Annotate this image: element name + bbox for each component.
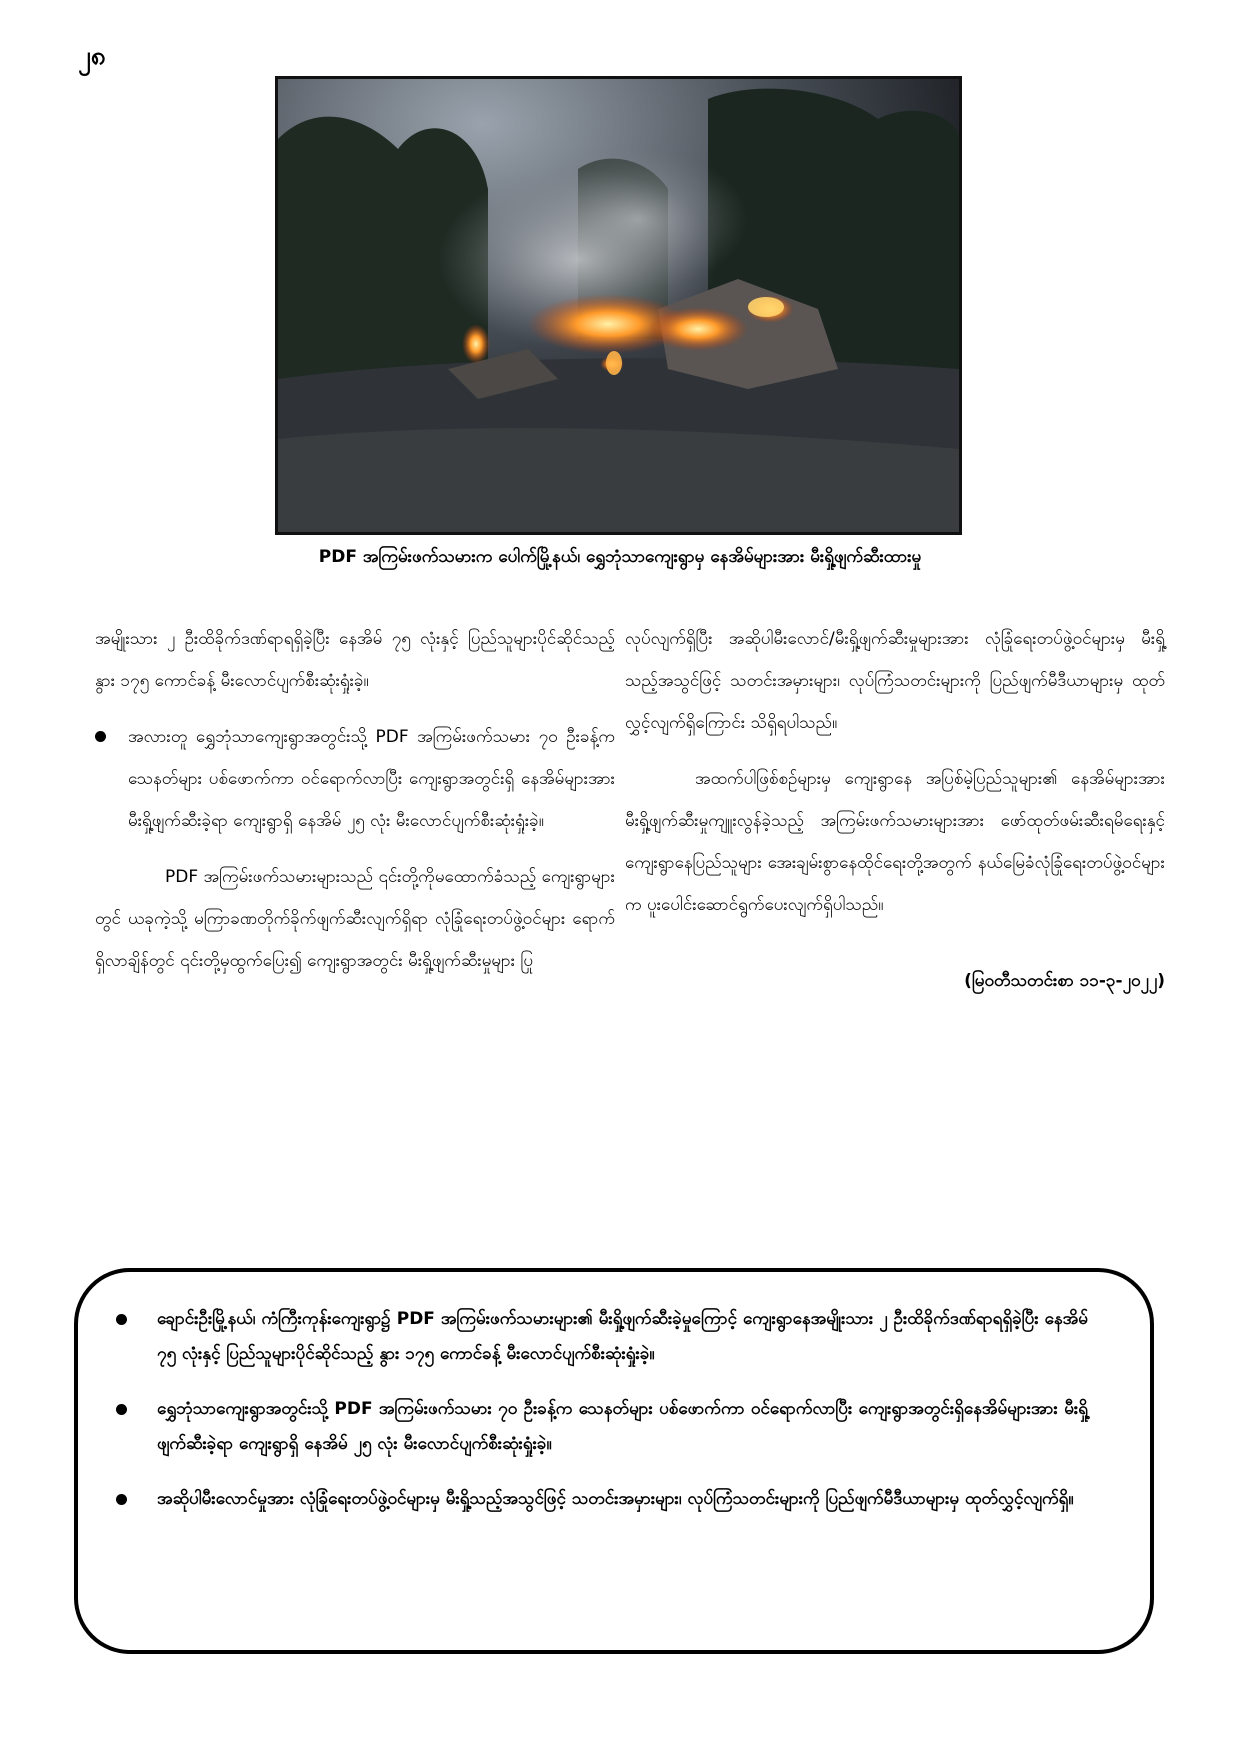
- left-bullet-item: [95, 716, 615, 842]
- summary-item: [116, 1482, 1088, 1517]
- left-paragraph-2: PDF အကြမ်းဖက်သမားများသည် ၎င်းတို့ကိုမထောက်ခံသည့် ကျေးရွာများတွင် ယခုကဲ့သို့ မကြာခဏတိုက်ခိုက်ဖျက်ဆီးလျက်ရှိရာ လုံခြုံရေးတပ်ဖွဲ့ဝင်များ ရောက်ရှိလာချိန်တွင် ၎င်းတို့မှထွက်ပြေး၍ ကျေးရွာအတွင်း မီးရှို့ဖျက်ဆီးမှုများ ပြု: [95, 867, 615, 971]
- bullet-icon: [116, 1314, 127, 1325]
- photo-caption: PDF အကြမ်းဖက်သမားက ပေါက်မြို့နယ်၊ ရွှေဘုံသာကျေးရွာမှ နေအိမ်များအား မီးရှို့ဖျက်ဆီးထားမှု: [318, 547, 922, 567]
- right-column: [625, 618, 1165, 1002]
- burning-houses-photo: [275, 76, 962, 535]
- left-column: [95, 618, 615, 996]
- summary-item-text: ချောင်းဦးမြို့နယ်၊ ကံကြီးကုန်းကျေးရွာ၌ PDF အကြမ်းဖက်သမားများ၏ မီးရှို့ဖျက်ဆီးခဲ့မှုကြောင့် ကျေးရွာနေအမျိုးသား ၂ ဦးထိခိုက်ဒဏ်ရာရရှိခဲ့ပြီး နေအိမ် ၇၅ လုံးနှင့် ပြည်သူများပိုင်ဆိုင်သည့် နွား ၁၇၅ ကောင်ခန့် မီးလောင်ပျက်စီးဆုံးရှုံးခဲ့။: [157, 1309, 1088, 1364]
- right-paragraph-1: လုပ်လျက်ရှိပြီး အဆိုပါမီးလောင်/မီးရှို့ဖျက်ဆီးမှုများအား လုံခြုံရေးတပ်ဖွဲ့ဝင်များမှ မီးရှို့သည့်အသွင်ဖြင့် သတင်းအမှားများ၊ လုပ်ကြံသတင်းများကို ပြည်ဖျက်မီဒီယာများမှ ထုတ်လွှင့်လျက်ရှိကြောင်း သိရှိရပါသည်။: [625, 629, 1165, 733]
- bullet-icon: [116, 1404, 127, 1415]
- left-bullet-text: အလားတူ ရွှေဘုံသာကျေးရွာအတွင်းသို့ PDF အကြမ်းဖက်သမား ၇၀ ဦးခန့်က သေနတ်များ ပစ်ဖောက်ကာ ဝင်ရောက်လာပြီး ကျေးရွာအတွင်းရှိ နေအိမ်များအား မီးရှို့ဖျက်ဆီးခဲ့ရာ ကျေးရွာရှိ နေအိမ် ၂၅ လုံး မီးလောင်ပျက်စီးဆုံးရှုံးခဲ့။: [128, 727, 615, 831]
- summary-item-text: ရွှေဘုံသာကျေးရွာအတွင်းသို့ PDF အကြမ်းဖက်သမား ၇၀ ဦးခန့်က သေနတ်များ ပစ်ဖောက်ကာ ဝင်ရောက်လာပြီး ကျေးရွာအတွင်းရှိနေအိမ်များအား မီးရှို့ဖျက်ဆီးခဲ့ရာ ကျေးရွာရှိ နေအိမ် ၂၅ လုံး မီးလောင်ပျက်စီးဆုံးရှုံးခဲ့။: [157, 1399, 1088, 1454]
- left-paragraph-1: အမျိုးသား ၂ ဦးထိခိုက်ဒဏ်ရာရရှိခဲ့ပြီး နေအိမ် ၇၅ လုံးနှင့် ပြည်သူများပိုင်ဆိုင်သည့် နွား ၁၇၅ ကောင်ခန့် မီးလောင်ပျက်စီးဆုံးရှုံးခဲ့။: [95, 629, 615, 691]
- summary-item: [116, 1392, 1088, 1462]
- page-number: ၂၈: [78, 41, 106, 71]
- summary-box: [74, 1268, 1154, 1654]
- source-citation: (မြဝတီသတင်းစာ ၁၁-၃-၂၀၂၂): [964, 971, 1165, 991]
- summary-item-text: အဆိုပါမီးလောင်မှုအား လုံခြုံရေးတပ်ဖွဲ့ဝင်များမှ မီးရှို့သည့်အသွင်ဖြင့် သတင်းအမှားများ၊ လုပ်ကြံသတင်းများကို ပြည်ဖျက်မီဒီယာများမှ ထုတ်လွှင့်လျက်ရှိ။: [157, 1489, 1074, 1509]
- right-paragraph-2: အထက်ပါဖြစ်စဉ်များမှ ကျေးရွာနေ အပြစ်မဲ့ပြည်သူများ၏ နေအိမ်များအား မီးရှို့ဖျက်ဆီးမှုကျူးလွန်ခဲ့သည့် အကြမ်းဖက်သမားများအား ဖော်ထုတ်ဖမ်းဆီးရမိရေးနှင့် ကျေးရွာနေပြည်သူများ အေးချမ်းစွာနေထိုင်ရေးတို့အတွက် နယ်မြေခံလုံခြုံရေးတပ်ဖွဲ့ဝင်များက ပူးပေါင်းဆောင်ရွက်ပေးလျက်ရှိပါသည်။: [625, 769, 1165, 915]
- bullet-icon: [116, 1494, 127, 1505]
- photo-illustration: [278, 79, 959, 532]
- bullet-icon: [95, 731, 106, 742]
- summary-item: [116, 1302, 1088, 1372]
